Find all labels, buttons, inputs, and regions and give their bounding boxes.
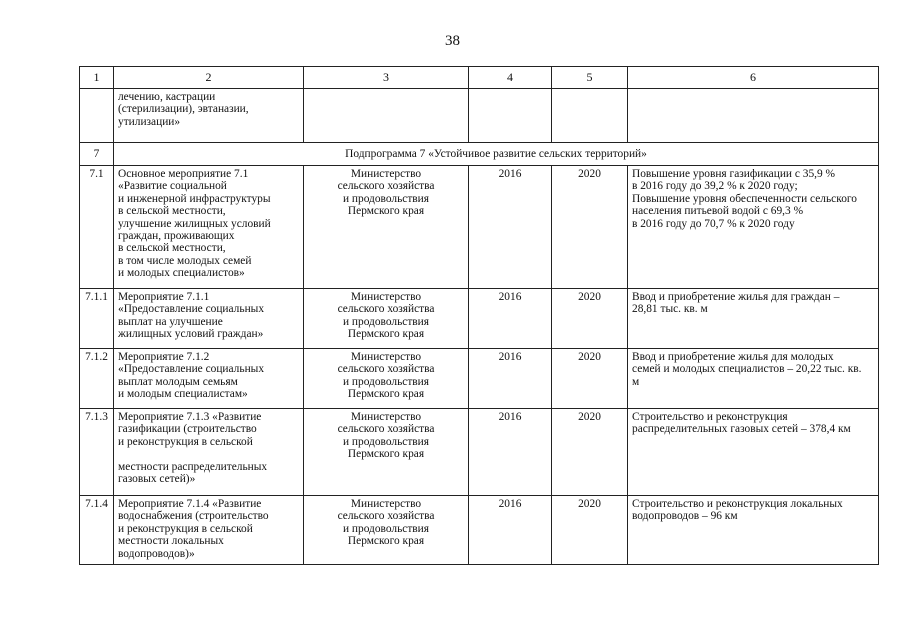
row-result	[628, 349, 879, 409]
table-row	[80, 349, 879, 409]
row-result-text: Ввод и приобретение жилья для граждан – 28,81 тыс. кв. м	[632, 291, 840, 316]
row-name-text: Мероприятие 7.1.4 «Развитие водоснабжения (строительство и реконструкция в сельской местности локальных водопроводов)»	[118, 498, 269, 560]
row-name-text: Мероприятие 7.1.1 «Предоставление социальных выплат на улучшение жилищных условий граждан»	[118, 291, 265, 341]
row-executor	[304, 409, 469, 496]
table-row	[80, 166, 879, 289]
row-num: 7.1	[80, 166, 114, 289]
table-row	[80, 409, 879, 496]
row-start-year: 2016	[469, 496, 552, 565]
row-end-year: 2020	[552, 409, 628, 496]
row-result-text: Строительство и реконструкция распределительных газовых сетей – 378,4 км	[632, 411, 851, 436]
row-executor-text: Министерство сельского хозяйства и продовольствия Пермского края	[337, 351, 435, 401]
column-number-4: 4	[469, 67, 552, 89]
row-result	[628, 409, 879, 496]
subprogram-row	[80, 143, 879, 166]
row-start-year: 2016	[469, 409, 552, 496]
row-name	[114, 349, 304, 409]
row-result	[628, 289, 879, 349]
row-name-text: Мероприятие 7.1.2 «Предоставление социальных выплат молодым семьям и молодым специалистам»	[118, 351, 265, 401]
continuation-num-cell	[80, 89, 114, 143]
row-executor	[304, 166, 469, 289]
row-num: 7.1.3	[80, 409, 114, 496]
row-name-text: Мероприятие 7.1.3 «Развитие газификации (строительство и реконструкция в сельской местности распределительных газовых сетей)»	[118, 411, 268, 486]
row-name	[114, 166, 304, 289]
row-end-year: 2020	[552, 166, 628, 289]
row-result	[628, 166, 879, 289]
continuation-executor-cell	[304, 89, 469, 143]
row-executor-text: Министерство сельского хозяйства и продовольствия Пермского края	[337, 498, 435, 548]
row-executor	[304, 496, 469, 565]
row-start-year: 2016	[469, 349, 552, 409]
row-start-year: 2016	[469, 166, 552, 289]
row-executor-text: Министерство сельского хозяйства и продовольствия Пермского края	[337, 168, 435, 218]
row-result-text: Ввод и приобретение жилья для молодых семей и молодых специалистов – 20,22 тыс. кв. м	[632, 351, 862, 388]
row-name	[114, 289, 304, 349]
subprogram-title: Подпрограмма 7 «Устойчивое развитие сельских территорий»	[114, 143, 879, 166]
row-end-year: 2020	[552, 349, 628, 409]
continuation-row	[80, 89, 879, 143]
row-executor	[304, 289, 469, 349]
table-row	[80, 496, 879, 565]
page-number: 38	[445, 33, 460, 49]
column-number-1: 1	[80, 67, 114, 89]
column-number-2: 2	[114, 67, 304, 89]
row-name-text: Основное мероприятие 7.1 «Развитие социальной и инженерной инфраструктуры в сельской местности, улучшение жилищных условий граждан, проживающих в сельской местности, в том числе молодых семей и молодых специалистов»	[118, 168, 271, 280]
row-name	[114, 409, 304, 496]
continuation-name-text: лечению, кастрации (стерилизации), эвтаназии, утилизации»	[118, 91, 249, 128]
continuation-start-cell	[469, 89, 552, 143]
row-start-year: 2016	[469, 289, 552, 349]
column-number-5: 5	[552, 67, 628, 89]
continuation-result-cell	[628, 89, 879, 143]
row-result-text: Строительство и реконструкция локальных водопроводов – 96 км	[632, 498, 843, 523]
continuation-name-cell	[114, 89, 304, 143]
row-end-year: 2020	[552, 496, 628, 565]
row-executor-text: Министерство сельского хозяйства и продовольствия Пермского края	[337, 411, 435, 461]
row-num: 7.1.1	[80, 289, 114, 349]
subprogram-num: 7	[80, 143, 114, 166]
column-number-6: 6	[628, 67, 879, 89]
column-number-3: 3	[304, 67, 469, 89]
row-end-year: 2020	[552, 289, 628, 349]
table-row	[80, 289, 879, 349]
row-num: 7.1.2	[80, 349, 114, 409]
row-name	[114, 496, 304, 565]
row-result-text: Повышение уровня газификации с 35,9 % в 2016 году до 39,2 % к 2020 году; Повышение уровня обеспеченности сельского населения питьевой водой с 69,3 % в 2016 году до 70,7 % к 2020 году	[632, 168, 857, 230]
row-num: 7.1.4	[80, 496, 114, 565]
continuation-end-cell	[552, 89, 628, 143]
column-number-row	[80, 67, 879, 89]
program-table	[79, 66, 879, 565]
row-executor-text: Министерство сельского хозяйства и продовольствия Пермского края	[337, 291, 435, 341]
row-result	[628, 496, 879, 565]
row-executor	[304, 349, 469, 409]
